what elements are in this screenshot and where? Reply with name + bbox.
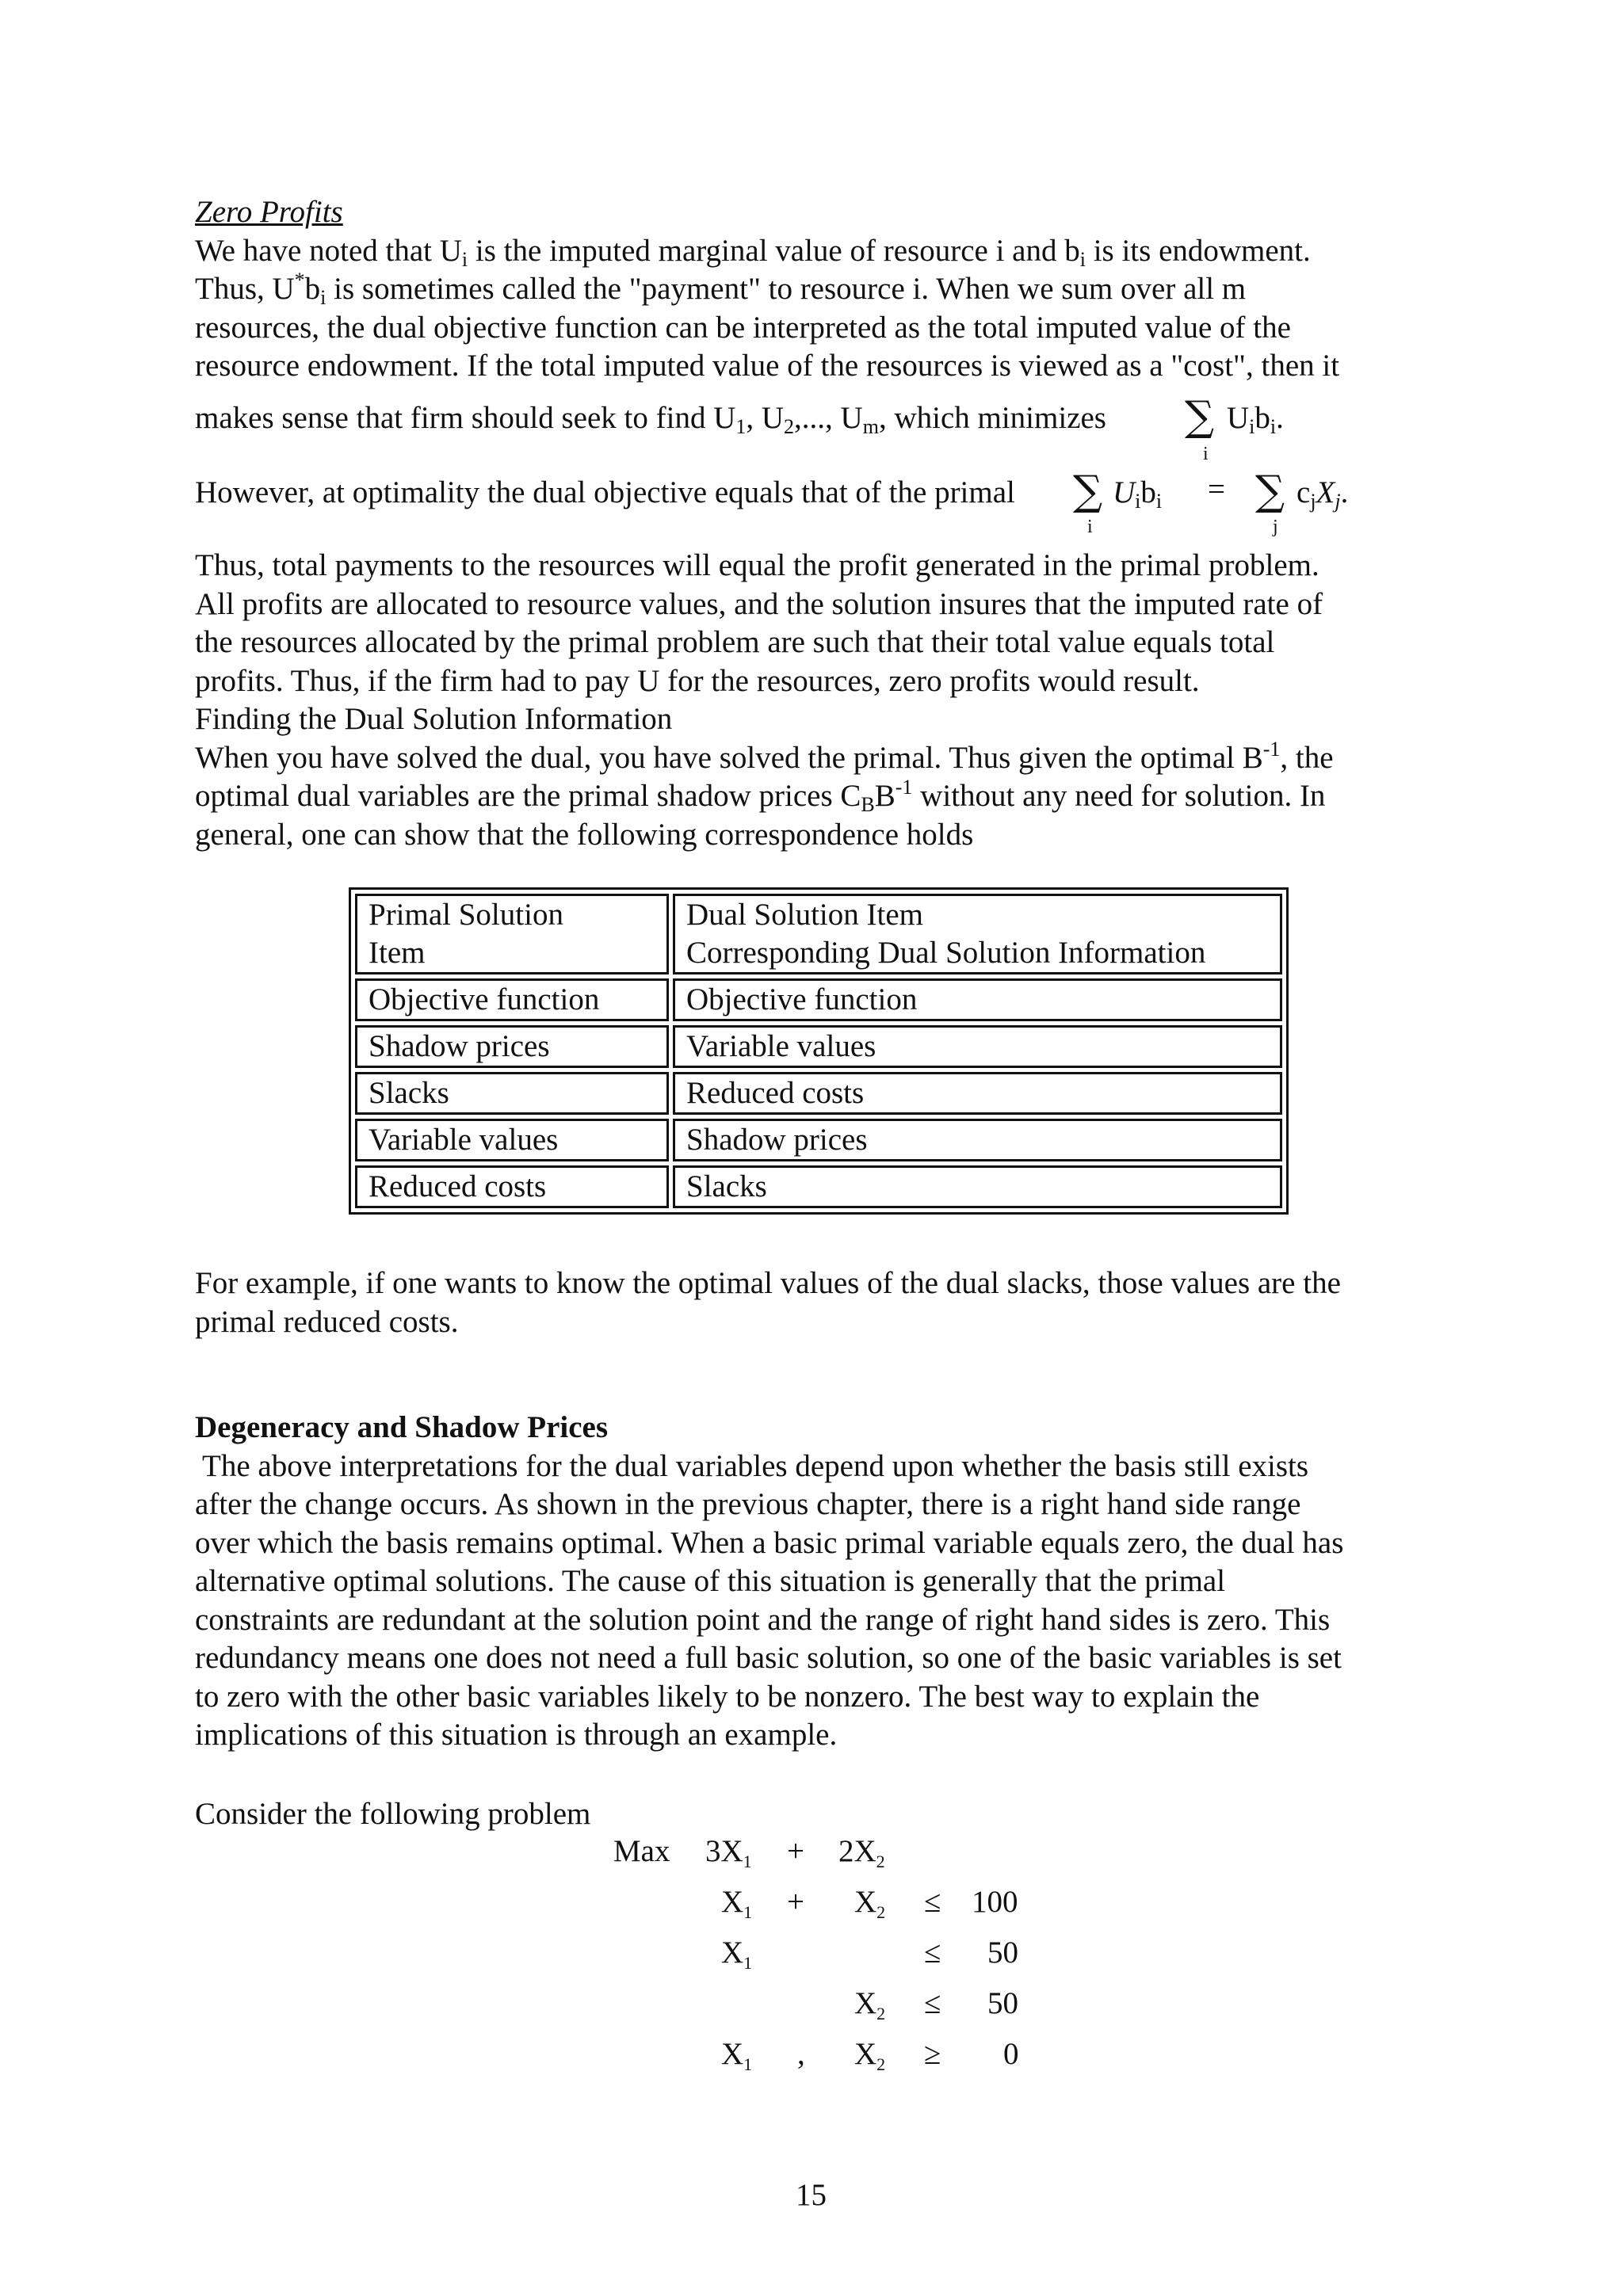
table-row [355, 1165, 1282, 1208]
c1-x1 [721, 1884, 752, 1920]
degeneracy-section [195, 1409, 1447, 1755]
subscript: 2 [876, 1852, 885, 1871]
zero-profits-section [195, 193, 1447, 386]
sum-term-cx [1296, 474, 1348, 512]
table-cell: Reduced costs [355, 1165, 669, 1208]
text: ,..., U [794, 401, 863, 435]
superscript: * [294, 269, 305, 292]
para-line: after the change occurs. As shown in the previous chapter, there is a right hand side range [195, 1487, 1301, 1521]
le-sign: ≤ [924, 1936, 941, 1970]
table-cell: Slacks [673, 1165, 1282, 1208]
sum-symbol: ∑ [1255, 467, 1285, 515]
text: . [1276, 401, 1284, 435]
c4-x2 [854, 2036, 885, 2072]
text: X [721, 2037, 744, 2071]
para-line: general, one can show that the following correspondence holds [195, 817, 974, 852]
c2-x1 [721, 1935, 753, 1973]
table-cell: Objective function [673, 978, 1282, 1021]
subscript: 2 [876, 2004, 886, 2023]
subscript: j [1310, 490, 1316, 513]
text: . [1340, 475, 1349, 509]
zp-line-3: resources, the dual objective function can be interpreted as the total imputed value of the [195, 310, 1291, 345]
para-line: redundancy means one does not need a full basic solution, so one of the basic variables is set [195, 1641, 1342, 1675]
table-cell: Shadow prices [673, 1119, 1282, 1161]
table-header-cell [355, 894, 669, 974]
objective-term-1 [705, 1833, 752, 1869]
para-line: constraints are redundant at the solution point and the range of right hand sides is zero. This [195, 1602, 1331, 1637]
subscript: i [320, 286, 327, 309]
para-line [195, 777, 1447, 816]
table-cell: Shadow prices [355, 1025, 669, 1068]
rhs-2: 50 [987, 1936, 1018, 1970]
para-line: to zero with the other basic variables likely to be nonzero. The best way to explain the [195, 1679, 1260, 1714]
objective-term-2 [838, 1833, 885, 1869]
subscript: 1 [743, 1902, 753, 1922]
text: optimal dual variables are the primal shadow prices C [195, 779, 861, 813]
table-cell: Objective function [355, 978, 669, 1021]
payments-paragraph [195, 547, 1447, 854]
subscript: i [1135, 490, 1141, 513]
table-row [355, 1025, 1282, 1068]
correspondence-table [349, 887, 1289, 1215]
subscript: 1 [743, 2054, 753, 2074]
header-text: Item [369, 936, 426, 970]
subscript: i [1079, 247, 1086, 271]
zero-profits-heading [195, 193, 1447, 232]
zp-line-4: resource endowment. If the total imputed value of the resources is viewed as a "cost", then it [195, 349, 1340, 383]
table-row [355, 978, 1282, 1021]
c4-x1 [721, 2036, 752, 2072]
table-cell: Reduced costs [673, 1072, 1282, 1115]
text: b [1140, 475, 1156, 509]
subscript: 1 [735, 415, 747, 438]
para-line: All profits are allocated to resource values, and the solution insures that the imputed rate of [195, 586, 1323, 621]
le-sign: ≤ [924, 1885, 941, 1919]
rhs-4: 0 [1003, 2037, 1019, 2071]
plus-sign: + [787, 1885, 804, 1919]
para-line: implications of this situation is through an example. [195, 1718, 838, 1752]
sum-term-ub [1227, 399, 1284, 437]
text: 3X [705, 1834, 743, 1868]
header-text: Primal Solution [369, 898, 563, 932]
subscript: i [1155, 490, 1163, 513]
zp-line-6: However, at optimality the dual objective equals that of the primal [195, 475, 1015, 509]
para-line: For example, if one wants to know the optimal values of the dual slacks, those values are the [195, 1266, 1341, 1300]
text: c [1296, 475, 1311, 509]
zp-line-5 [195, 399, 1106, 437]
header-text: Corresponding Dual Solution Information [686, 936, 1206, 970]
text: X [721, 1936, 744, 1970]
text: is the imputed marginal value of resource i and b [468, 233, 1080, 268]
page-number: 15 [796, 2178, 827, 2212]
text: X [854, 2037, 877, 2071]
c1-x2 [854, 1884, 885, 1920]
text: We have noted that U [195, 233, 462, 268]
subscript: 1 [743, 1953, 753, 1973]
ge-sign: ≥ [924, 2037, 941, 2071]
subscript: i [461, 247, 468, 271]
example-paragraph [195, 1264, 1447, 1341]
consider-line: Consider the following problem [195, 1797, 591, 1831]
text: makes sense that firm should seek to find U [195, 401, 736, 435]
le-sign: ≤ [924, 1986, 941, 2020]
superscript: -1 [1262, 737, 1281, 761]
text: is its endowment. [1085, 233, 1311, 268]
subscript: 2 [876, 2054, 886, 2074]
subscript: 2 [784, 415, 795, 438]
subscript: i [1270, 415, 1277, 438]
sum-limit: j [1273, 517, 1278, 537]
text: , which minimizes [878, 401, 1106, 435]
sum-limit: i [1203, 444, 1209, 464]
para-line: Thus, total payments to the resources will equal the profit generated in the primal problem. [195, 548, 1319, 582]
text: X [1316, 475, 1335, 509]
text: X [854, 1885, 877, 1919]
text: X [721, 1885, 744, 1919]
text: U [1227, 401, 1250, 435]
para-line: over which the basis remains optimal. When a basic primal variable equals zero, the dual has [195, 1525, 1344, 1560]
text: X [854, 1986, 877, 2020]
equals-sign: = [1208, 472, 1225, 506]
text: , U [746, 401, 785, 435]
sum-symbol: ∑ [1185, 393, 1215, 441]
plus-sign: + [787, 1834, 804, 1868]
text: U [1113, 475, 1136, 509]
text: , the [1280, 740, 1334, 775]
para-line: The above interpretations for the dual variables depend upon whether the basis still exists [195, 1448, 1309, 1483]
text: is sometimes called the "payment" to resource i. When we sum over all m [326, 272, 1247, 306]
subscript: j [1335, 490, 1341, 513]
table-header-row [355, 894, 1282, 974]
text: B [874, 779, 896, 813]
para-line: alternative optimal solutions. The cause of this situation is generally that the primal [195, 1564, 1226, 1598]
rhs-3: 50 [987, 1986, 1018, 2020]
table-row [355, 1072, 1282, 1115]
superscript: -1 [895, 776, 913, 799]
text: Thus, U [195, 272, 295, 306]
zp-line-1 [195, 232, 1447, 271]
degeneracy-heading: Degeneracy and Shadow Prices [195, 1410, 609, 1444]
subscript: B [861, 793, 875, 816]
sum-symbol: ∑ [1073, 467, 1103, 515]
zero-profits-heading-text: Zero Profits [195, 195, 343, 229]
rhs-1: 100 [972, 1885, 1018, 1919]
table-cell: Variable values [673, 1025, 1282, 1068]
sum-limit: i [1087, 517, 1093, 537]
text: without any need for solution. In [912, 779, 1326, 813]
subscript: 1 [743, 1852, 752, 1871]
text: 2X [838, 1834, 876, 1868]
max-label: Max [613, 1834, 670, 1868]
table-row [355, 1119, 1282, 1161]
sum-term-ub [1113, 474, 1162, 512]
text: b [1254, 401, 1270, 435]
zp-line-2 [195, 270, 1447, 309]
para-line: the resources allocated by the primal problem are such that their total value equals total [195, 625, 1275, 659]
text: When you have solved the dual, you have solved the primal. Thus given the optimal B [195, 740, 1263, 775]
subscript: i [1249, 415, 1255, 438]
comma: , [797, 2037, 805, 2071]
para-line [195, 739, 1447, 778]
header-text: Dual Solution Item [686, 898, 923, 932]
table-cell: Slacks [355, 1072, 669, 1115]
para-line: profits. Thus, if the firm had to pay U for the resources, zero profits would result. [195, 663, 1200, 698]
subscript: m [862, 415, 879, 438]
subscript: 2 [876, 1902, 886, 1922]
para-line: primal reduced costs. [195, 1304, 459, 1339]
table-cell: Variable values [355, 1119, 669, 1161]
subheading-finding-dual: Finding the Dual Solution Information [195, 702, 673, 736]
text: b [304, 272, 321, 306]
c3-x2 [854, 1985, 885, 2021]
table-header-cell [673, 894, 1282, 974]
